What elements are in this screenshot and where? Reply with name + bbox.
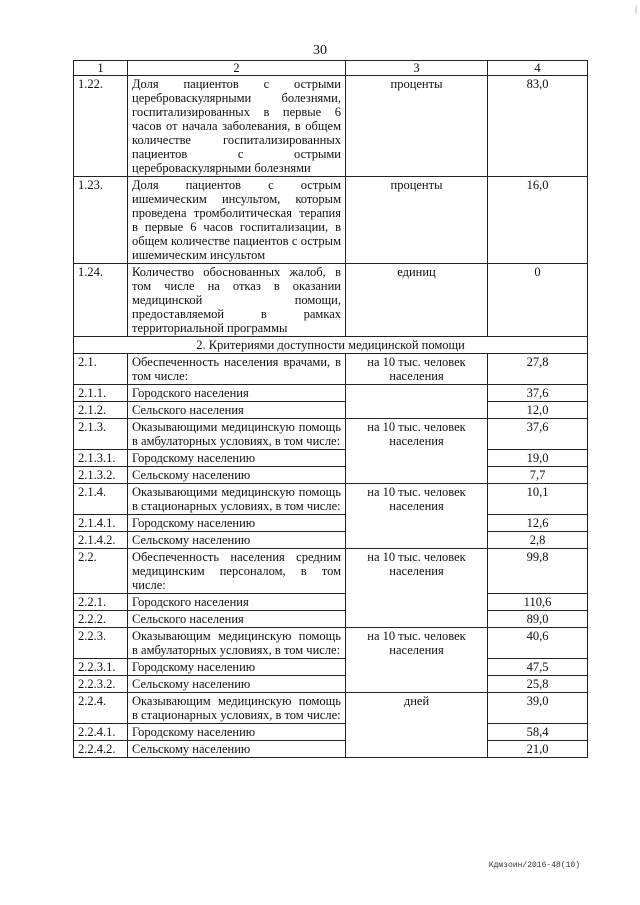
- indicator-name: Оказывающими медицинскую помощь в стационарных условиях, в том числе:: [128, 484, 346, 515]
- indicator-name: Количество обоснованных жалоб, в том числе на отказ в оказании медицинской помощи, предоставляемой в рамках территориальной программы: [128, 264, 346, 337]
- column-header: 2: [128, 61, 346, 76]
- indicator-value: 39,0: [488, 693, 588, 724]
- table-body: [74, 76, 588, 758]
- indicator-value: 47,5: [488, 659, 588, 676]
- table-row: [74, 419, 588, 450]
- unit-cell: [346, 385, 488, 419]
- indicator-value: 110,6: [488, 594, 588, 611]
- indicator-value: 27,8: [488, 354, 588, 385]
- column-header: 4: [488, 61, 588, 76]
- indicator-value: 12,0: [488, 402, 588, 419]
- table-row: [74, 177, 588, 264]
- row-number: 2.2.3.2.: [74, 676, 128, 693]
- indicator-value: 83,0: [488, 76, 588, 177]
- row-number: 2.1.4.: [74, 484, 128, 515]
- table-row: [74, 549, 588, 594]
- section-title: 2. Критериями доступности медицинской помощи: [74, 337, 588, 354]
- row-number: 1.24.: [74, 264, 128, 337]
- indicator-name: Сельскому населению: [128, 467, 346, 484]
- row-number: 2.1.: [74, 354, 128, 385]
- table-row: [74, 532, 588, 549]
- indicator-name: Оказывающим медицинскую помощь в амбулаторных условиях, в том числе:: [128, 628, 346, 659]
- criteria-table: [73, 60, 588, 758]
- unit-cell: на 10 тыс. человек населения: [346, 354, 488, 385]
- table-row: [74, 611, 588, 628]
- table-row: [74, 402, 588, 419]
- table-row: [74, 467, 588, 484]
- indicator-name: Городскому населению: [128, 659, 346, 676]
- indicator-value: 10,1: [488, 484, 588, 515]
- row-number: 2.2.3.1.: [74, 659, 128, 676]
- row-number: 2.2.4.1.: [74, 724, 128, 741]
- table-row: [74, 484, 588, 515]
- row-number: 2.1.1.: [74, 385, 128, 402]
- indicator-name: Сельскому населению: [128, 676, 346, 693]
- indicator-name: Городскому населению: [128, 724, 346, 741]
- indicator-name: Сельскому населению: [128, 741, 346, 758]
- unit-cell: проценты: [346, 76, 488, 177]
- indicator-value: 12,6: [488, 515, 588, 532]
- indicator-value: 89,0: [488, 611, 588, 628]
- indicator-name: Сельскому населению: [128, 532, 346, 549]
- table-row: [74, 693, 588, 724]
- indicator-name: Оказывающими медицинскую помощь в амбулаторных условиях, в том числе:: [128, 419, 346, 450]
- indicator-value: 7,7: [488, 467, 588, 484]
- table-row: [74, 450, 588, 467]
- row-number: 2.1.4.1.: [74, 515, 128, 532]
- table-header-row: [74, 61, 588, 76]
- row-number: 2.1.3.2.: [74, 467, 128, 484]
- table-row: [74, 659, 588, 676]
- row-number: 2.2.4.2.: [74, 741, 128, 758]
- row-number: 2.1.3.: [74, 419, 128, 450]
- table-row: [74, 354, 588, 385]
- unit-cell: на 10 тыс. человек населения: [346, 549, 488, 628]
- indicator-name: Обеспеченность населения врачами, в том числе:: [128, 354, 346, 385]
- row-number: 2.2.: [74, 549, 128, 594]
- indicator-value: 99,8: [488, 549, 588, 594]
- table-row: [74, 676, 588, 693]
- indicator-name: Сельского населения: [128, 611, 346, 628]
- indicator-name: Городскому населению: [128, 515, 346, 532]
- indicator-value: 58,4: [488, 724, 588, 741]
- row-number: 2.1.2.: [74, 402, 128, 419]
- unit-cell: единиц: [346, 264, 488, 337]
- indicator-name: Городскому населению: [128, 450, 346, 467]
- table-row: [74, 594, 588, 611]
- table-row: [74, 515, 588, 532]
- indicator-name: Сельского населения: [128, 402, 346, 419]
- footer-code: Кдмзоин/2016-48(10): [488, 861, 580, 870]
- table-row: [74, 724, 588, 741]
- corner-mark: (: [635, 4, 638, 14]
- table-row: [74, 741, 588, 758]
- table-row: [74, 264, 588, 337]
- unit-cell: проценты: [346, 177, 488, 264]
- table-row: [74, 76, 588, 177]
- indicator-value: 19,0: [488, 450, 588, 467]
- indicator-name: Оказывающим медицинскую помощь в стационарных условиях, в том числе:: [128, 693, 346, 724]
- page-number: 30: [313, 43, 327, 58]
- table-row: [74, 628, 588, 659]
- row-number: 2.1.4.2.: [74, 532, 128, 549]
- row-number: 1.22.: [74, 76, 128, 177]
- indicator-value: 37,6: [488, 419, 588, 450]
- indicator-value: 40,6: [488, 628, 588, 659]
- indicator-value: 16,0: [488, 177, 588, 264]
- row-number: 2.2.2.: [74, 611, 128, 628]
- indicator-value: 21,0: [488, 741, 588, 758]
- indicator-name: Городского населения: [128, 385, 346, 402]
- table-row: [74, 385, 588, 402]
- row-number: 2.2.4.: [74, 693, 128, 724]
- unit-cell: дней: [346, 693, 488, 758]
- unit-cell: на 10 тыс. человек населения: [346, 419, 488, 484]
- indicator-value: 2,8: [488, 532, 588, 549]
- unit-cell: на 10 тыс. человек населения: [346, 484, 488, 549]
- indicator-value: 25,8: [488, 676, 588, 693]
- column-header: 1: [74, 61, 128, 76]
- column-header: 3: [346, 61, 488, 76]
- indicator-name: Городского населения: [128, 594, 346, 611]
- indicator-name: Доля пациентов с острыми цереброваскулярными болезнями, госпитализированных в первые 6 часов от начала заболевания, в общем количестве госпитализированных пациентов с острыми цереброваскулярными болезнями: [128, 76, 346, 177]
- row-number: 2.2.3.: [74, 628, 128, 659]
- indicator-name: Обеспеченность населения средним медицинским персоналом, в том числе:: [128, 549, 346, 594]
- row-number: 2.1.3.1.: [74, 450, 128, 467]
- indicator-value: 0: [488, 264, 588, 337]
- unit-cell: на 10 тыс. человек населения: [346, 628, 488, 693]
- row-number: 1.23.: [74, 177, 128, 264]
- indicator-value: 37,6: [488, 385, 588, 402]
- section-header-row: [74, 337, 588, 354]
- row-number: 2.2.1.: [74, 594, 128, 611]
- indicator-name: Доля пациентов с острым ишемическим инсультом, которым проведена тромболитическая терапия в первые 6 часов госпитализации, в общем количестве пациентов с острым ишемическим инсультом: [128, 177, 346, 264]
